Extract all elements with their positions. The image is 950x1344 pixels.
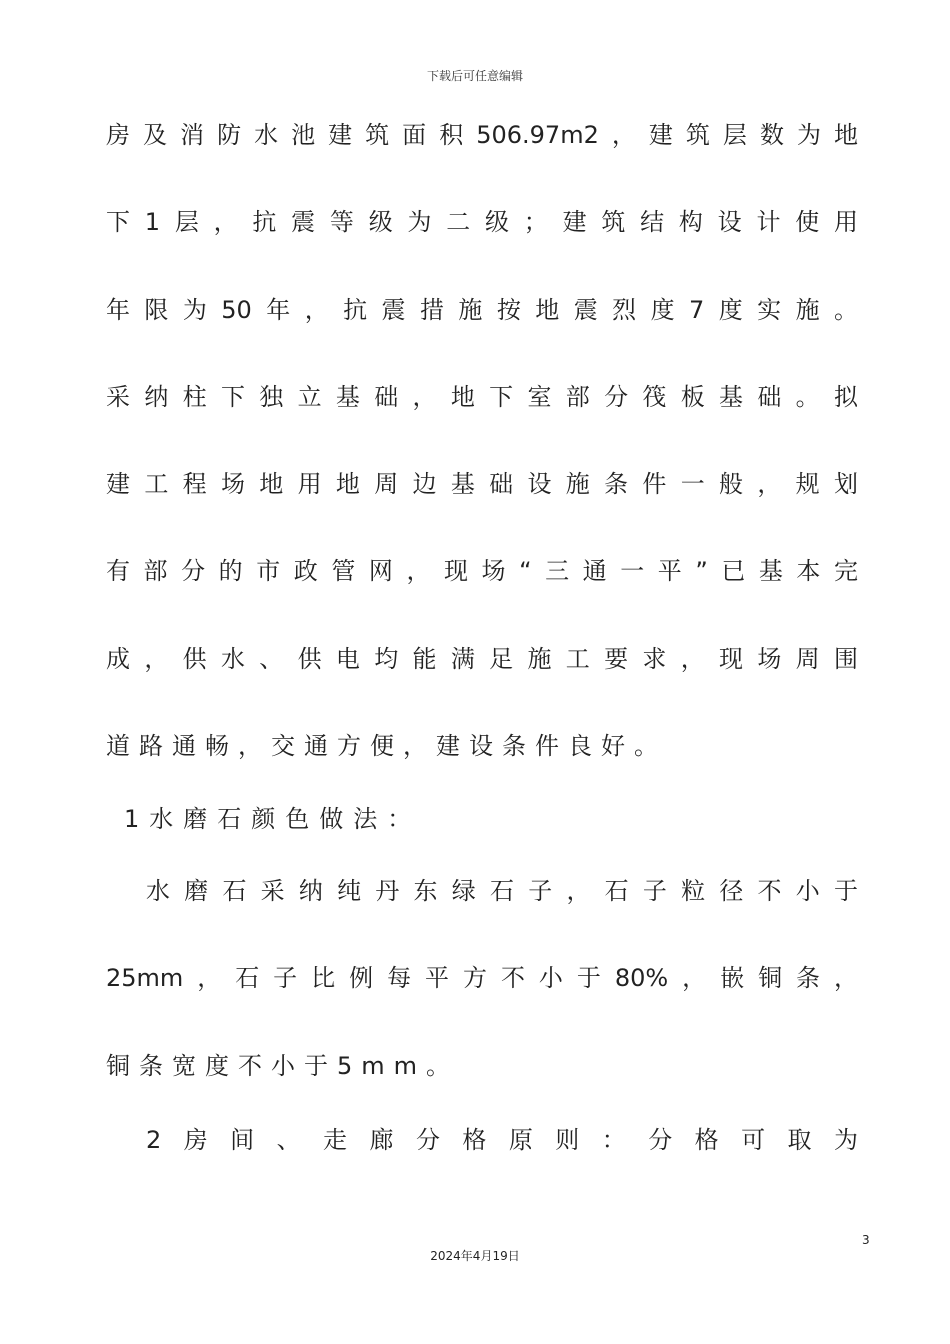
body-line: 房及消防水池建筑面积506.97m2，建筑层数为地	[106, 121, 858, 149]
header-note: 下载后可任意编辑	[426, 69, 523, 83]
section-heading-1: 1水磨石颜色做法：	[124, 805, 422, 833]
body-line: 道路通畅，交通方便，建设条件良好。	[106, 732, 667, 760]
section-heading-2: 2房间、走廊分格原则：分格可取为	[146, 1126, 858, 1154]
body-line: 成，供水、供电均能满足施工要求，现场周围	[106, 645, 858, 673]
body-line: 建工程场地用地周边基础设施条件一般，规划	[106, 470, 858, 498]
body-line: 有部分的市政管网，现场“三通一平”已基本完	[106, 557, 858, 585]
body-line: 25mm，石子比例每平方不小于80%，嵌铜条，	[106, 964, 858, 992]
body-line: 下1层，抗震等级为二级；建筑结构设计使用	[106, 208, 858, 236]
body-line: 年限为50年，抗震措施按地震烈度7度实施。	[106, 296, 858, 324]
body-line: 铜条宽度不小于5mm。	[106, 1052, 460, 1080]
body-line: 采纳柱下独立基础，地下室部分筏板基础。拟	[106, 383, 858, 411]
page-number: 3	[862, 1233, 870, 1247]
body-line: 水磨石采纳纯丹东绿石子，石子粒径不小于	[146, 877, 858, 905]
footer-date: 2024年4月19日	[430, 1249, 520, 1263]
